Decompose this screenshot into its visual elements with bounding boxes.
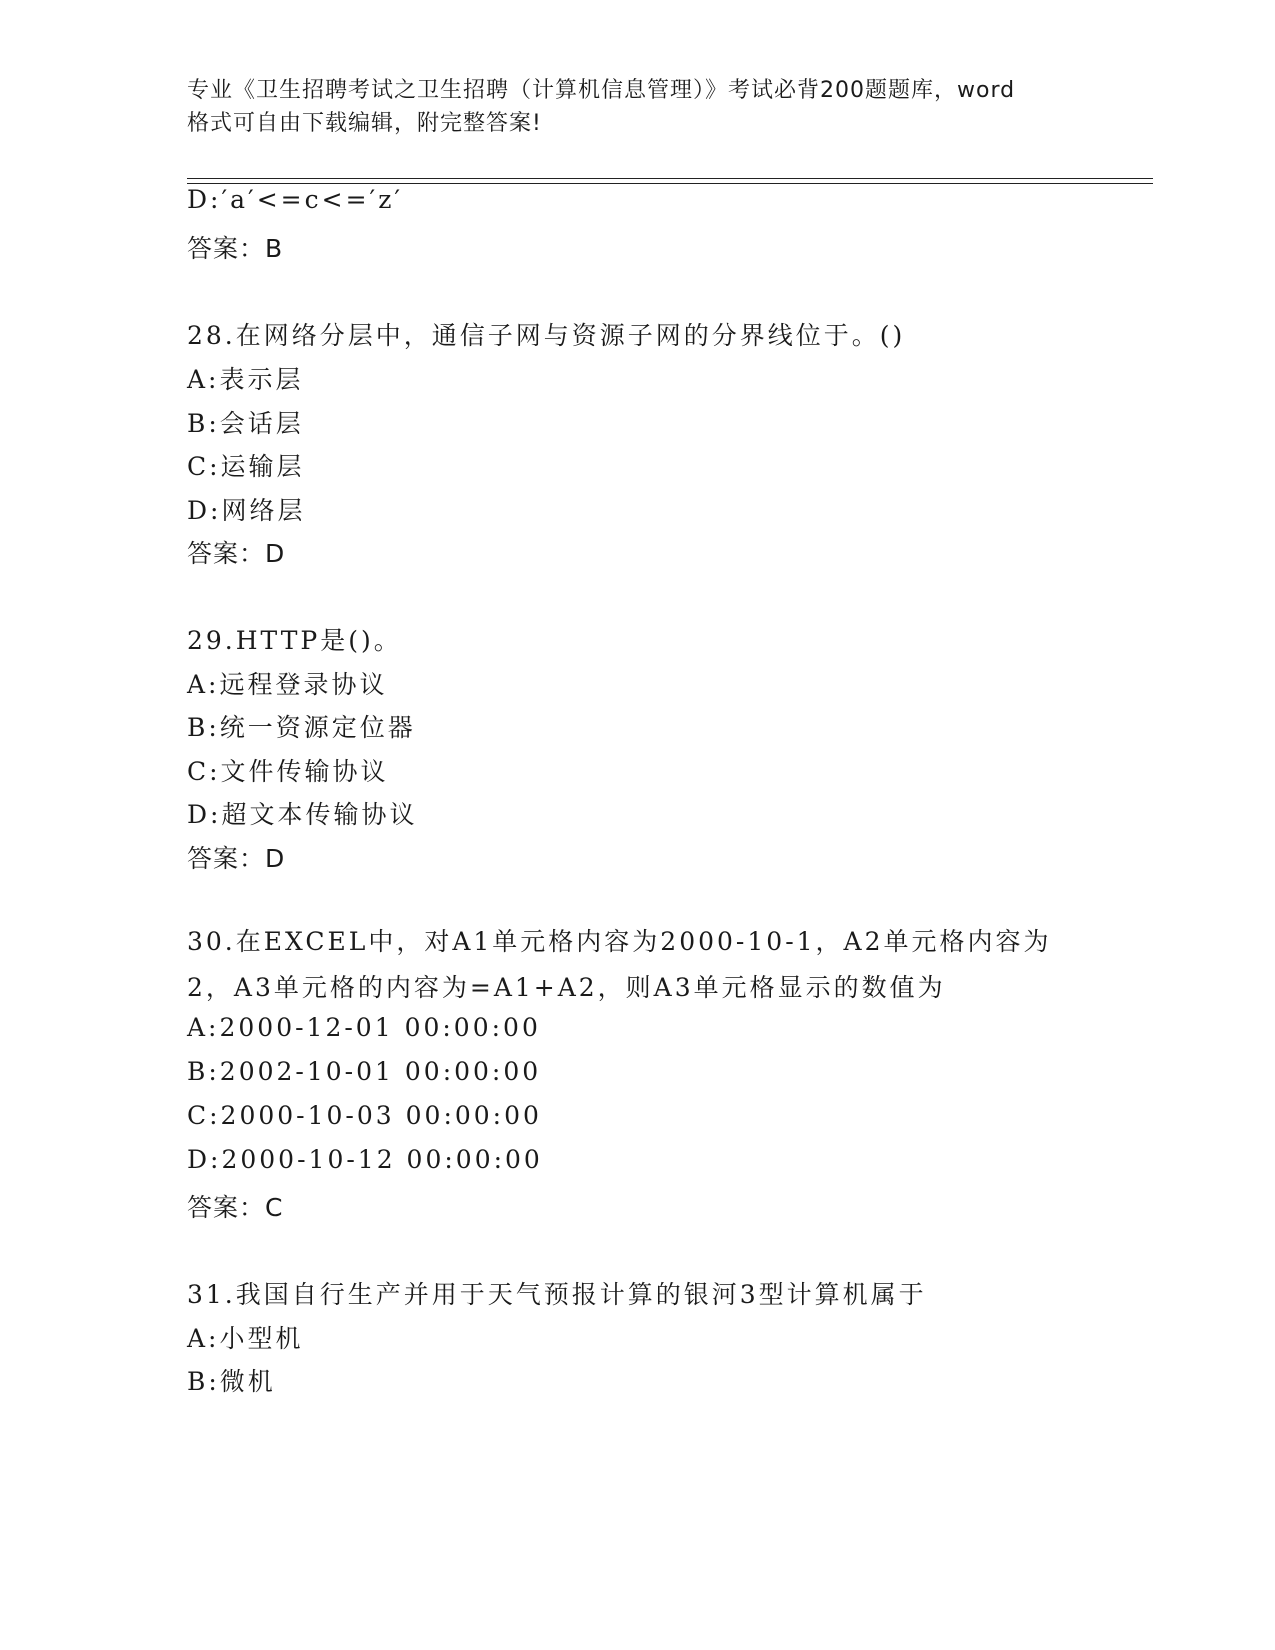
option-c: C:文件传输协议 (187, 757, 389, 786)
header-line-1: 专业《卫生招聘考试之卫生招聘（计算机信息管理）》考试必背200题题库，word (187, 78, 1016, 103)
option-b: B:微机 (187, 1367, 276, 1396)
option-c: C:2000-10-03 00:00:00 (187, 1101, 542, 1130)
option-a: A:表示层 (187, 365, 304, 394)
header-divider-bottom (187, 183, 1153, 184)
question-stem: 29.HTTP是()。 (187, 626, 402, 655)
option-d: D:网络层 (187, 496, 306, 525)
document-header (187, 74, 1087, 140)
question-stem: 31.我国自行生产并用于天气预报计算的银河3型计算机属于 (187, 1280, 927, 1309)
option-b: B:统一资源定位器 (187, 713, 416, 742)
option-d: D:2000-10-12 00:00:00 (187, 1145, 543, 1174)
answer-line: 答案：B (187, 234, 284, 263)
option-d: D:′a′<=c<=′z′ (187, 185, 404, 214)
question-stem: 28.在网络分层中，通信子网与资源子网的分界线位于。() (187, 321, 906, 350)
header-line-2: 格式可自由下载编辑，附完整答案! (187, 111, 542, 136)
answer-line: 答案：D (187, 844, 286, 873)
option-c: C:运输层 (187, 452, 305, 481)
question-stem: 30.在EXCEL中，对A1单元格内容为2000-10-1，A2单元格内容为2，A3单元格的内容为=A1+A2，则A3单元格显示的数值为 (187, 927, 1052, 1002)
option-b: B:2002-10-01 00:00:00 (187, 1057, 542, 1086)
option-a: A:2000-12-01 00:00:00 (187, 1013, 541, 1042)
option-a: A:小型机 (187, 1324, 304, 1353)
answer-line: 答案：C (187, 1193, 284, 1222)
option-a: A:远程登录协议 (187, 670, 388, 699)
option-d: D:超文本传输协议 (187, 800, 418, 829)
answer-line: 答案：D (187, 539, 286, 568)
header-divider-top (187, 178, 1153, 179)
option-b: B:会话层 (187, 409, 304, 438)
